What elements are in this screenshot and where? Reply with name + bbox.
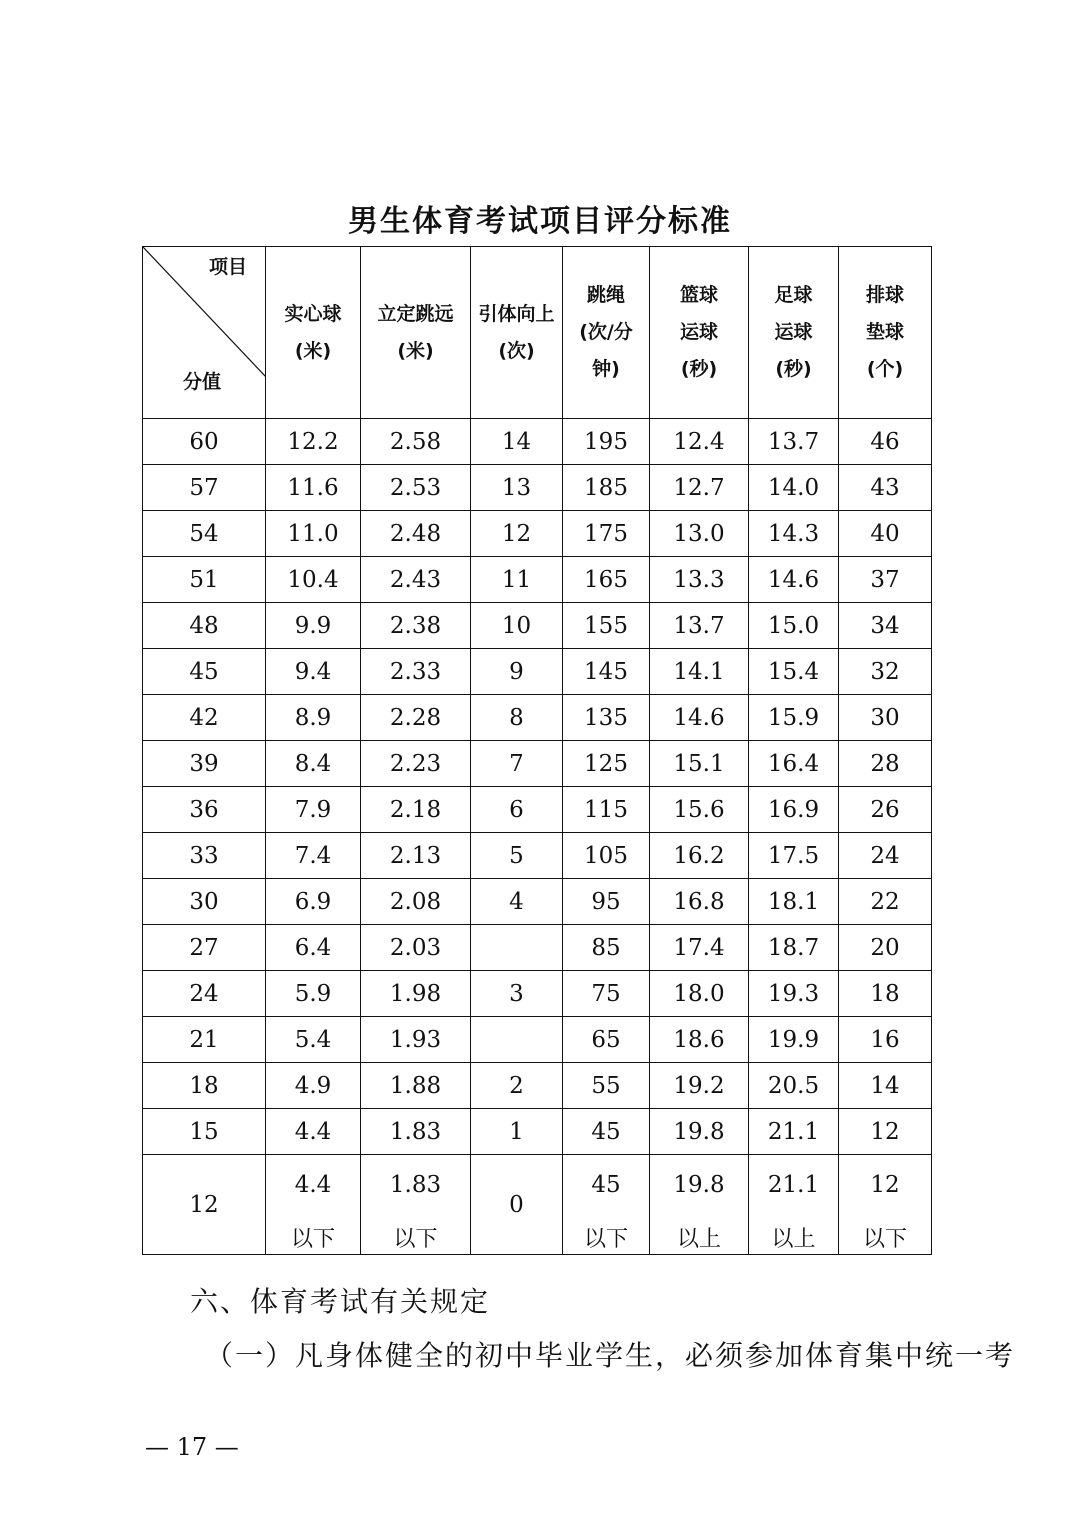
table-cell: 13.7 [749, 419, 839, 465]
table-row [143, 465, 932, 511]
table-cell: 1.83 [361, 1109, 471, 1155]
table-cell: 2.38 [361, 603, 471, 649]
table-cell: 15.4 [749, 649, 839, 695]
table-cell: 5 [471, 833, 563, 879]
table-cell: 13 [471, 465, 563, 511]
table-cell: 7 [471, 741, 563, 787]
table-cell: 2.13 [361, 833, 471, 879]
table-row-last [143, 1155, 932, 1255]
table-cell: 55 [563, 1063, 650, 1109]
table-cell: 13.3 [650, 557, 749, 603]
table-cell: 1.83 以下 [361, 1155, 471, 1255]
table-cell: 14.6 [650, 695, 749, 741]
header-pull-up: 引体向上 (次) [471, 247, 563, 419]
table-cell: 1.93 [361, 1017, 471, 1063]
table-cell: 5.9 [266, 971, 361, 1017]
table-cell: 15.9 [749, 695, 839, 741]
table-cell-score: 33 [143, 833, 266, 879]
table-cell: 18.1 [749, 879, 839, 925]
table-cell: 75 [563, 971, 650, 1017]
table-cell: 37 [839, 557, 932, 603]
body-paragraph: （一）凡身体健全的初中毕业学生，必须参加体育集中统一考 [205, 1339, 1016, 1372]
table-cell-score: 57 [143, 465, 266, 511]
table-cell: 45 以下 [563, 1155, 650, 1255]
table-cell: 12 以下 [839, 1155, 932, 1255]
table-cell: 46 [839, 419, 932, 465]
table-cell: 125 [563, 741, 650, 787]
table-cell: 5.4 [266, 1017, 361, 1063]
table-row [143, 787, 932, 833]
table-cell: 195 [563, 419, 650, 465]
table-cell: 16 [839, 1017, 932, 1063]
corner-label-item: 项目 [208, 256, 247, 278]
table-cell: 16.4 [749, 741, 839, 787]
corner-header-cell [143, 247, 266, 419]
table-cell: 2 [471, 1063, 563, 1109]
table-cell: 22 [839, 879, 932, 925]
table-cell: 6.9 [266, 879, 361, 925]
table-cell: 19.8 以上 [650, 1155, 749, 1255]
header-volleyball-pass: 排球 垫球 (个) [839, 247, 932, 419]
section-heading: 六、体育考试有关规定 [190, 1285, 491, 1318]
table-cell: 21.1 [749, 1109, 839, 1155]
table-cell: 19.3 [749, 971, 839, 1017]
table-cell: 185 [563, 465, 650, 511]
table-cell: 14 [471, 419, 563, 465]
table-cell: 2.33 [361, 649, 471, 695]
page-number: — 17 — [145, 1433, 239, 1461]
table-cell: 7.9 [266, 787, 361, 833]
table-cell: 24 [839, 833, 932, 879]
table-cell-score: 27 [143, 925, 266, 971]
table-cell: 11 [471, 557, 563, 603]
table-cell: 19.2 [650, 1063, 749, 1109]
table-cell: 1.98 [361, 971, 471, 1017]
table-cell: 0 [471, 1155, 563, 1255]
header-football-dribble: 足球 运球 (秒) [749, 247, 839, 419]
table-row [143, 1109, 932, 1155]
table-cell: 34 [839, 603, 932, 649]
table-cell: 18.6 [650, 1017, 749, 1063]
table-cell: 6.4 [266, 925, 361, 971]
table-cell: 14.1 [650, 649, 749, 695]
table-cell: 10 [471, 603, 563, 649]
table-cell: 145 [563, 649, 650, 695]
table-cell: 4 [471, 879, 563, 925]
table-body [143, 419, 932, 1255]
table-cell: 13.0 [650, 511, 749, 557]
table-cell: 19.8 [650, 1109, 749, 1155]
table-cell-score: 51 [143, 557, 266, 603]
table-cell: 43 [839, 465, 932, 511]
table-cell-score: 60 [143, 419, 266, 465]
table-cell: 17.5 [749, 833, 839, 879]
table-cell: 115 [563, 787, 650, 833]
table-cell: 26 [839, 787, 932, 833]
table-cell: 15.1 [650, 741, 749, 787]
table-cell: 9.4 [266, 649, 361, 695]
table-cell: 155 [563, 603, 650, 649]
table-cell: 2.28 [361, 695, 471, 741]
table-cell: 12.4 [650, 419, 749, 465]
table-cell: 7.4 [266, 833, 361, 879]
table-row [143, 511, 932, 557]
table-cell: 14.3 [749, 511, 839, 557]
table-cell: 40 [839, 511, 932, 557]
table-cell-score: 48 [143, 603, 266, 649]
table-cell: 19.9 [749, 1017, 839, 1063]
table-cell: 12 [839, 1109, 932, 1155]
table-cell [471, 925, 563, 971]
table-cell-score: 18 [143, 1063, 266, 1109]
table-cell: 20.5 [749, 1063, 839, 1109]
table-row [143, 1017, 932, 1063]
table-cell: 2.18 [361, 787, 471, 833]
table-cell: 135 [563, 695, 650, 741]
table-cell: 4.4 [266, 1109, 361, 1155]
table-cell-score: 54 [143, 511, 266, 557]
table-cell: 10.4 [266, 557, 361, 603]
table-cell-score: 42 [143, 695, 266, 741]
header-basketball-dribble: 篮球 运球 (秒) [650, 247, 749, 419]
table-cell: 3 [471, 971, 563, 1017]
table-cell: 20 [839, 925, 932, 971]
table-cell: 12.2 [266, 419, 361, 465]
table-row [143, 603, 932, 649]
table-cell-score: 12 [143, 1155, 266, 1255]
header-standing-jump: 立定跳远 (米) [361, 247, 471, 419]
table-cell: 11.0 [266, 511, 361, 557]
table-row [143, 833, 932, 879]
table-cell: 11.6 [266, 465, 361, 511]
table-cell: 18.0 [650, 971, 749, 1017]
table-cell: 14.6 [749, 557, 839, 603]
table-cell-score: 39 [143, 741, 266, 787]
table-cell: 8.4 [266, 741, 361, 787]
table-cell [471, 1017, 563, 1063]
table-cell-score: 15 [143, 1109, 266, 1155]
table-cell: 17.4 [650, 925, 749, 971]
table-cell: 1 [471, 1109, 563, 1155]
table-cell: 45 [563, 1109, 650, 1155]
table-cell: 15.6 [650, 787, 749, 833]
corner-label-score: 分值 [183, 371, 222, 393]
table-cell: 2.03 [361, 925, 471, 971]
table-cell: 2.43 [361, 557, 471, 603]
table-row [143, 971, 932, 1017]
table-cell: 32 [839, 649, 932, 695]
table-cell: 2.58 [361, 419, 471, 465]
table-row [143, 695, 932, 741]
table-cell: 2.48 [361, 511, 471, 557]
header-rope-skipping: 跳绳 (次/分 钟) [563, 247, 650, 419]
table-row [143, 419, 932, 465]
table-cell: 4.4 以下 [266, 1155, 361, 1255]
table-cell: 13.7 [650, 603, 749, 649]
table-cell: 8.9 [266, 695, 361, 741]
table-cell: 30 [839, 695, 932, 741]
table-cell: 2.08 [361, 879, 471, 925]
table-row [143, 1063, 932, 1109]
header-row [143, 247, 932, 419]
table-cell: 1.88 [361, 1063, 471, 1109]
table-cell: 8 [471, 695, 563, 741]
table-cell: 12.7 [650, 465, 749, 511]
table-row [143, 879, 932, 925]
table-cell: 16.2 [650, 833, 749, 879]
table-cell: 4.9 [266, 1063, 361, 1109]
table-row [143, 557, 932, 603]
table-cell: 105 [563, 833, 650, 879]
table-cell: 9 [471, 649, 563, 695]
table-row [143, 649, 932, 695]
table-cell: 21.1 以上 [749, 1155, 839, 1255]
table-cell: 12 [471, 511, 563, 557]
table-cell-score: 21 [143, 1017, 266, 1063]
table-cell: 165 [563, 557, 650, 603]
table-cell: 14 [839, 1063, 932, 1109]
table-cell: 15.0 [749, 603, 839, 649]
table-cell: 175 [563, 511, 650, 557]
table-cell: 16.9 [749, 787, 839, 833]
score-table [142, 246, 932, 1255]
table-cell: 18.7 [749, 925, 839, 971]
table-title: 男生体育考试项目评分标准 [348, 204, 732, 239]
table-cell: 95 [563, 879, 650, 925]
table-cell: 85 [563, 925, 650, 971]
table-cell: 6 [471, 787, 563, 833]
header-shot-put: 实心球 (米) [266, 247, 361, 419]
table-cell: 2.53 [361, 465, 471, 511]
table-cell: 2.23 [361, 741, 471, 787]
table-row [143, 741, 932, 787]
table-cell: 65 [563, 1017, 650, 1063]
table-cell: 16.8 [650, 879, 749, 925]
table-cell-score: 30 [143, 879, 266, 925]
table-row [143, 925, 932, 971]
table-cell: 14.0 [749, 465, 839, 511]
table-cell: 18 [839, 971, 932, 1017]
table-cell: 28 [839, 741, 932, 787]
table-cell-score: 24 [143, 971, 266, 1017]
table-cell-score: 45 [143, 649, 266, 695]
table-cell: 9.9 [266, 603, 361, 649]
table-cell-score: 36 [143, 787, 266, 833]
